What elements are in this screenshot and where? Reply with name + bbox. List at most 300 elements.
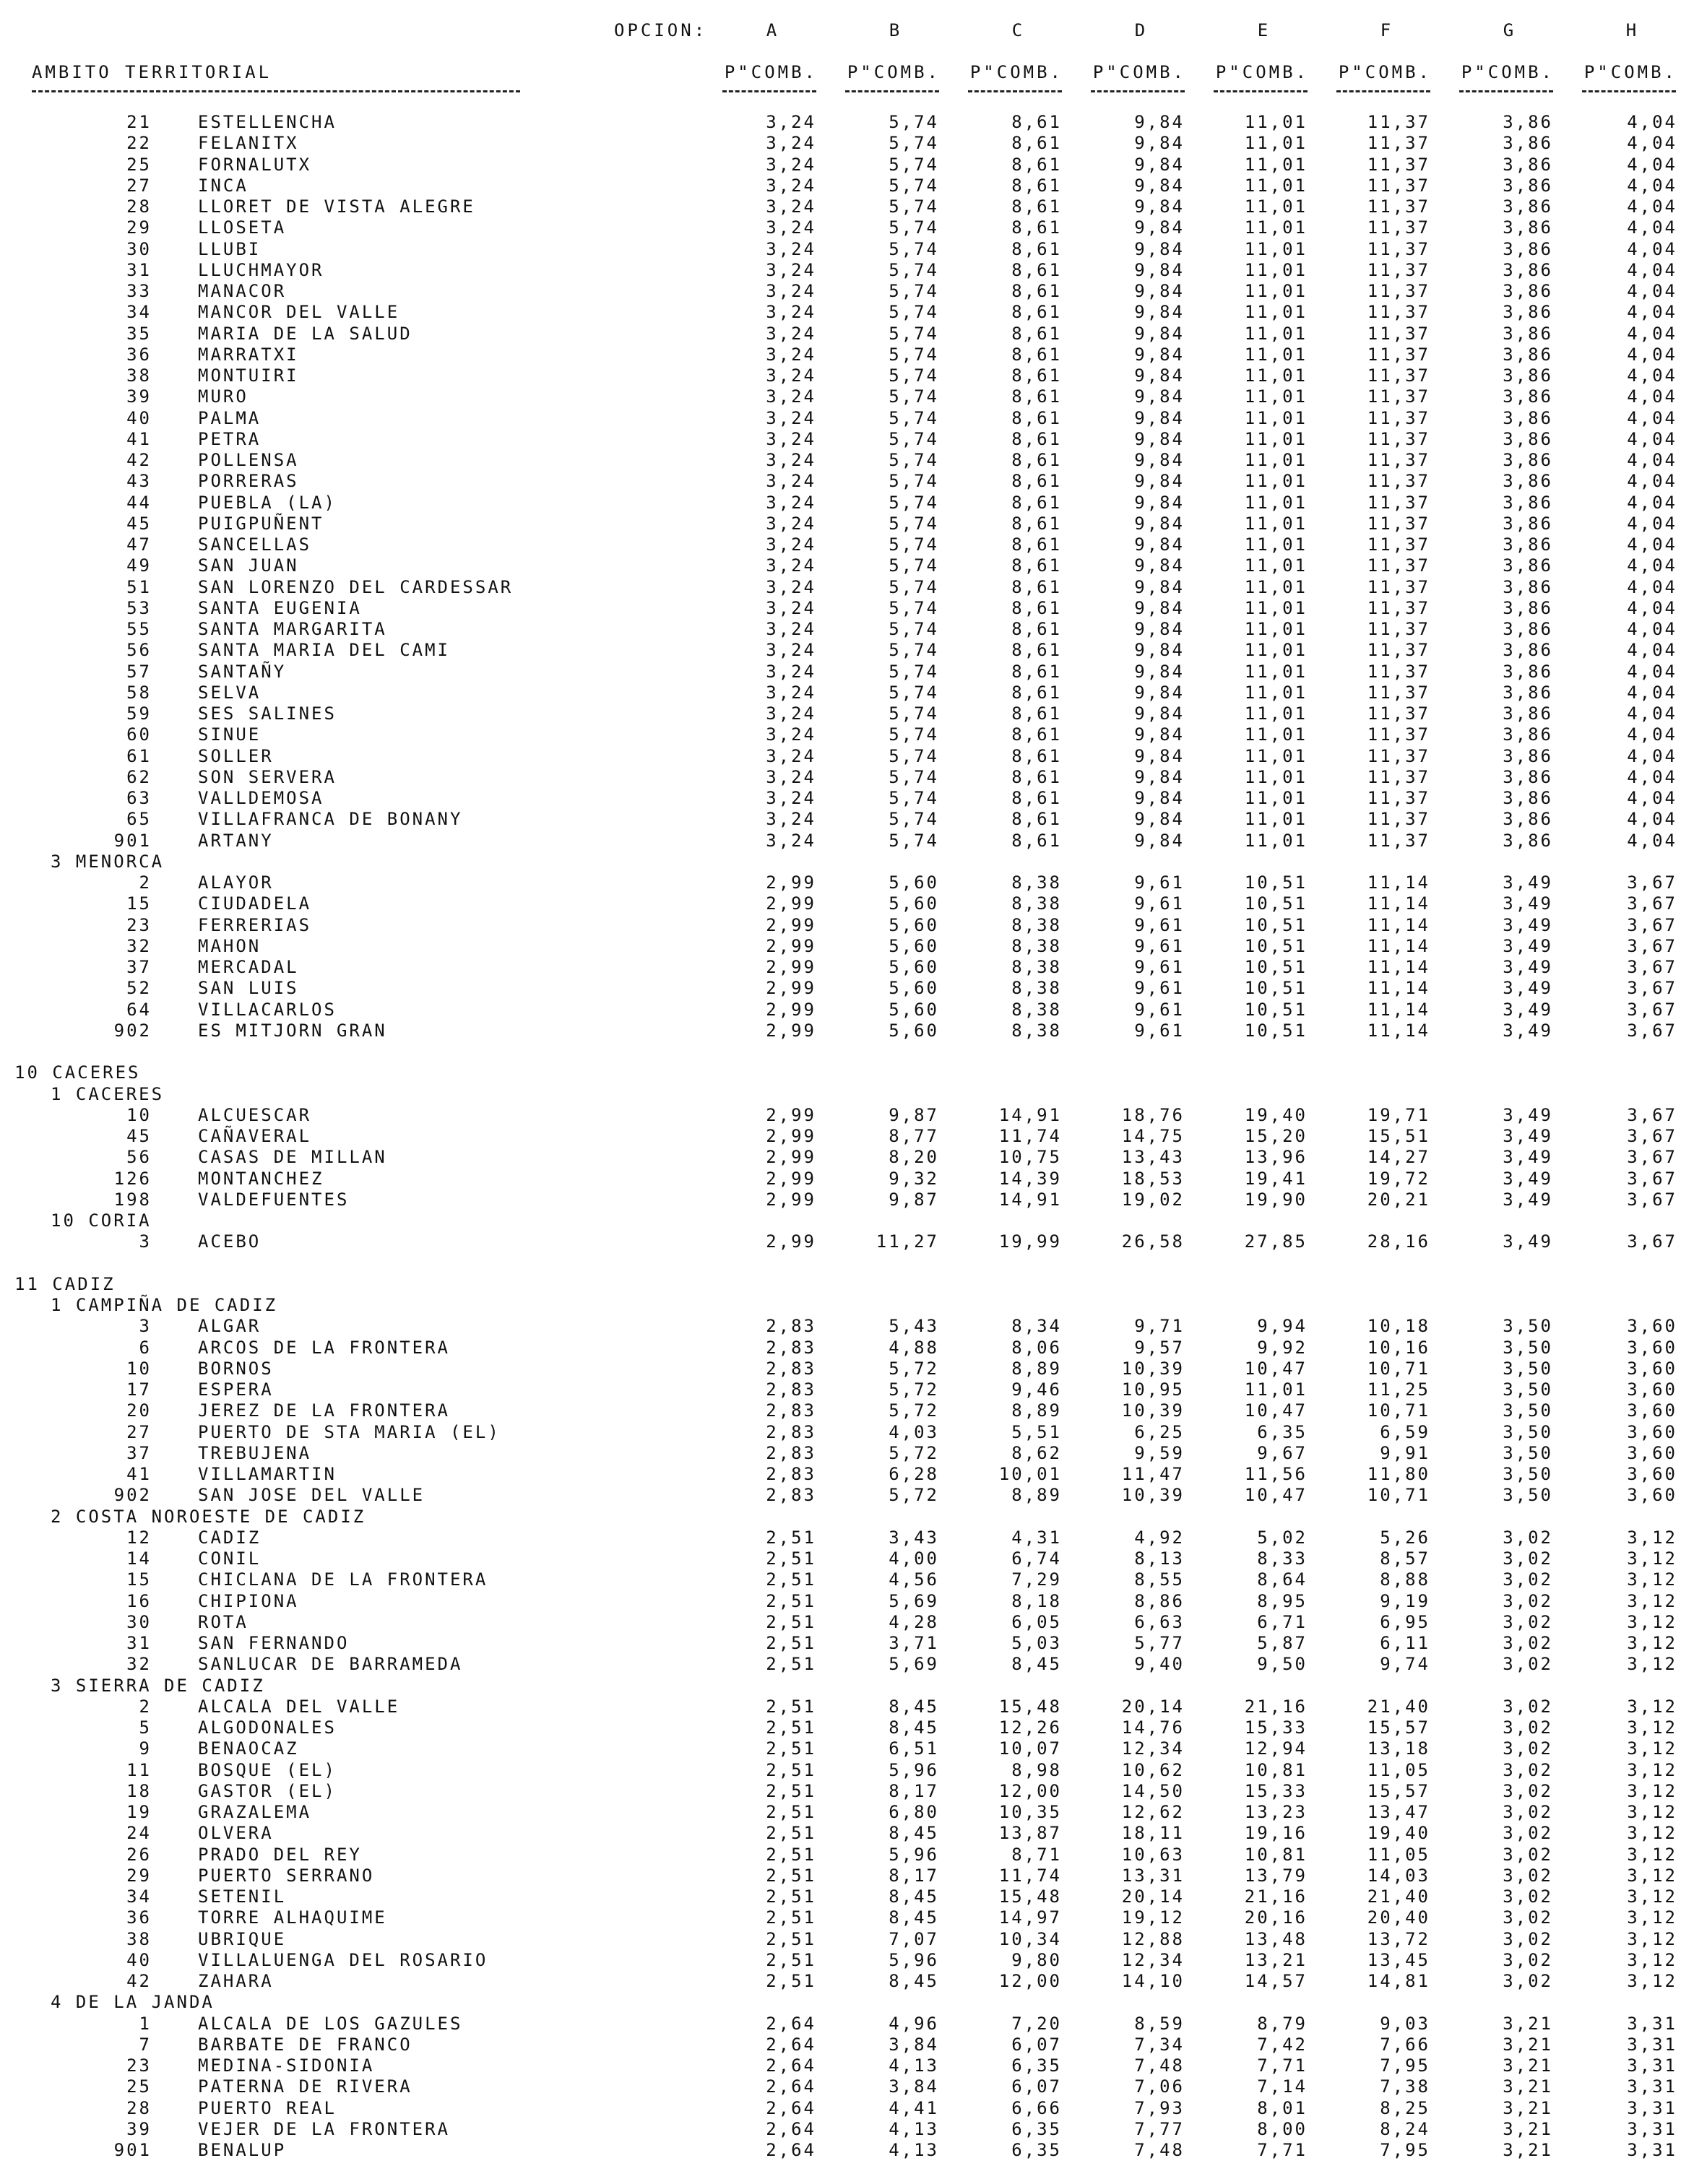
value-e: 11,01 xyxy=(1244,259,1308,280)
value-h: 4,04 xyxy=(1627,534,1677,555)
table-row xyxy=(0,133,1694,154)
value-g: 3,49 xyxy=(1503,957,1553,977)
value-b: 5,60 xyxy=(889,999,939,1020)
value-a: 2,64 xyxy=(766,2013,816,2034)
municipality-code: 38 xyxy=(126,1928,152,1949)
value-g: 3,86 xyxy=(1503,407,1553,428)
value-h: 3,31 xyxy=(1627,2013,1677,2034)
value-h: 3,60 xyxy=(1627,1464,1677,1484)
value-h: 3,67 xyxy=(1627,1231,1677,1252)
value-a: 2,83 xyxy=(766,1379,816,1400)
value-d: 9,84 xyxy=(1134,196,1185,217)
value-d: 5,77 xyxy=(1134,1633,1185,1653)
value-g: 3,86 xyxy=(1503,386,1553,407)
value-d: 6,63 xyxy=(1134,1611,1185,1632)
value-b: 8,45 xyxy=(889,1823,939,1844)
value-d: 7,06 xyxy=(1134,2076,1185,2097)
value-g: 3,86 xyxy=(1503,133,1553,154)
value-a: 2,99 xyxy=(766,978,816,999)
table-row xyxy=(0,365,1694,386)
value-g: 3,49 xyxy=(1503,935,1553,956)
value-a: 2,99 xyxy=(766,1231,816,1252)
table-row xyxy=(0,1971,1694,1992)
table-row xyxy=(0,196,1694,217)
value-c: 8,61 xyxy=(1011,766,1062,787)
value-b: 5,74 xyxy=(889,788,939,808)
municipality-code: 40 xyxy=(126,407,152,428)
municipality-name: ARTANY xyxy=(198,830,274,851)
value-h: 3,67 xyxy=(1627,978,1677,999)
value-b: 5,72 xyxy=(889,1442,939,1463)
municipality-name: MANACOR xyxy=(198,281,287,301)
value-b: 6,28 xyxy=(889,1464,939,1484)
value-c: 12,00 xyxy=(998,1971,1062,1991)
value-h: 4,04 xyxy=(1627,830,1677,851)
municipality-code: 33 xyxy=(126,281,152,301)
value-a: 2,83 xyxy=(766,1358,816,1379)
value-c: 8,61 xyxy=(1011,238,1062,259)
value-h: 3,67 xyxy=(1627,1168,1677,1189)
municipality-name: SANTA EUGENIA xyxy=(198,597,362,618)
value-b: 4,00 xyxy=(889,1548,939,1569)
table-row xyxy=(0,386,1694,407)
municipality-name: SES SALINES xyxy=(198,703,337,724)
value-c: 8,61 xyxy=(1011,682,1062,703)
value-a: 3,24 xyxy=(766,766,816,787)
municipality-name: VILLAFRANCA DE BONANY xyxy=(198,809,463,830)
value-h: 3,67 xyxy=(1627,1147,1677,1168)
municipality-name: ESTELLENCHA xyxy=(198,112,337,132)
value-c: 8,38 xyxy=(1011,1020,1062,1041)
table-row xyxy=(0,1907,1694,1928)
value-c: 8,61 xyxy=(1011,513,1062,534)
value-b: 4,56 xyxy=(889,1569,939,1590)
municipality-name: SON SERVERA xyxy=(198,766,337,787)
value-e: 11,01 xyxy=(1244,513,1308,534)
value-c: 14,39 xyxy=(998,1168,1062,1189)
value-f: 11,37 xyxy=(1367,766,1430,787)
value-d: 9,40 xyxy=(1134,1654,1185,1675)
value-f: 11,37 xyxy=(1367,112,1430,132)
value-f: 11,37 xyxy=(1367,724,1430,745)
municipality-code: 41 xyxy=(126,1464,152,1484)
value-e: 11,01 xyxy=(1244,386,1308,407)
value-a: 2,51 xyxy=(766,1844,816,1865)
value-a: 3,24 xyxy=(766,640,816,661)
value-f: 11,37 xyxy=(1367,407,1430,428)
municipality-code: 65 xyxy=(126,809,152,830)
value-g: 3,86 xyxy=(1503,513,1553,534)
municipality-code: 34 xyxy=(126,302,152,323)
table-row xyxy=(0,1358,1694,1379)
value-a: 3,24 xyxy=(766,238,816,259)
zone-heading xyxy=(0,1992,1694,2013)
value-b: 7,07 xyxy=(889,1928,939,1949)
value-g: 3,86 xyxy=(1503,302,1553,323)
value-b: 5,74 xyxy=(889,640,939,661)
value-b: 5,74 xyxy=(889,513,939,534)
value-b: 5,60 xyxy=(889,978,939,999)
value-b: 5,74 xyxy=(889,766,939,787)
municipality-name: MURO xyxy=(198,386,249,407)
col-header-b: P"COMB. xyxy=(847,62,941,82)
municipality-code: 19 xyxy=(126,1802,152,1822)
value-e: 11,01 xyxy=(1244,281,1308,301)
table-row xyxy=(0,746,1694,767)
value-b: 5,74 xyxy=(889,703,939,724)
municipality-name: SANTA MARGARITA xyxy=(198,619,387,639)
value-e: 15,20 xyxy=(1244,1126,1308,1146)
value-a: 2,99 xyxy=(766,1147,816,1168)
value-d: 9,84 xyxy=(1134,682,1185,703)
municipality-code: 57 xyxy=(126,661,152,682)
value-d: 14,10 xyxy=(1121,1971,1185,1991)
value-c: 8,61 xyxy=(1011,259,1062,280)
municipality-code: 61 xyxy=(126,745,152,766)
value-g: 3,49 xyxy=(1503,1147,1553,1168)
value-c: 8,61 xyxy=(1011,450,1062,470)
zone-title: 2 COSTA NOROESTE DE CADIZ xyxy=(51,1506,366,1527)
value-c: 8,38 xyxy=(1011,957,1062,977)
value-b: 5,74 xyxy=(889,344,939,365)
municipality-name: VEJER DE LA FRONTERA xyxy=(198,2118,450,2139)
table-row xyxy=(0,1464,1694,1485)
value-e: 8,95 xyxy=(1257,1590,1308,1611)
value-e: 10,51 xyxy=(1244,872,1308,893)
table-row xyxy=(0,514,1694,534)
value-h: 3,67 xyxy=(1627,872,1677,893)
municipality-code: 20 xyxy=(126,1400,152,1421)
value-d: 9,61 xyxy=(1134,1020,1185,1041)
value-h: 3,31 xyxy=(1627,2055,1677,2076)
value-a: 2,51 xyxy=(766,1949,816,1970)
value-f: 13,72 xyxy=(1367,1928,1430,1949)
value-h: 4,04 xyxy=(1627,640,1677,661)
value-h: 4,04 xyxy=(1627,154,1677,175)
value-e: 27,85 xyxy=(1244,1231,1308,1252)
value-f: 11,37 xyxy=(1367,640,1430,661)
value-g: 3,50 xyxy=(1503,1316,1553,1337)
value-f: 11,25 xyxy=(1367,1379,1430,1400)
value-d: 9,57 xyxy=(1134,1337,1185,1358)
value-e: 13,23 xyxy=(1244,1802,1308,1822)
municipality-name: ZAHARA xyxy=(198,1971,274,1991)
value-e: 11,01 xyxy=(1244,682,1308,703)
value-g: 3,49 xyxy=(1503,1020,1553,1041)
value-b: 8,17 xyxy=(889,1780,939,1801)
value-h: 3,12 xyxy=(1627,1823,1677,1844)
municipality-code: 21 xyxy=(126,112,152,132)
zone-title: 10 CORIA xyxy=(51,1210,152,1231)
province-title: 11 CADIZ xyxy=(14,1273,116,1294)
value-h: 3,67 xyxy=(1627,1126,1677,1146)
municipality-name: SAN FERNANDO xyxy=(198,1633,350,1653)
value-a: 3,24 xyxy=(766,112,816,132)
value-a: 3,24 xyxy=(766,555,816,576)
value-e: 8,01 xyxy=(1257,2097,1308,2118)
value-b: 5,74 xyxy=(889,661,939,682)
value-d: 12,62 xyxy=(1121,1802,1185,1822)
municipality-code: 7 xyxy=(139,2034,152,2055)
municipality-code: 60 xyxy=(126,724,152,745)
col-underline-a xyxy=(722,90,816,92)
value-b: 5,74 xyxy=(889,597,939,618)
value-a: 2,83 xyxy=(766,1485,816,1506)
value-f: 19,72 xyxy=(1367,1168,1430,1189)
value-f: 11,37 xyxy=(1367,471,1430,492)
value-h: 3,31 xyxy=(1627,2034,1677,2055)
blank-row xyxy=(0,1041,1694,1062)
value-c: 8,61 xyxy=(1011,830,1062,851)
value-a: 3,24 xyxy=(766,724,816,745)
value-h: 4,04 xyxy=(1627,365,1677,386)
table-row xyxy=(0,978,1694,999)
value-e: 5,87 xyxy=(1257,1633,1308,1653)
municipality-code: 40 xyxy=(126,1949,152,1970)
value-g: 3,86 xyxy=(1503,830,1553,851)
value-f: 19,71 xyxy=(1367,1104,1430,1125)
value-g: 3,86 xyxy=(1503,724,1553,745)
zone-heading xyxy=(0,852,1694,872)
value-g: 3,86 xyxy=(1503,154,1553,175)
value-a: 2,51 xyxy=(766,1886,816,1907)
value-h: 3,31 xyxy=(1627,2076,1677,2097)
value-e: 21,16 xyxy=(1244,1696,1308,1717)
municipality-code: 10 xyxy=(126,1358,152,1379)
value-b: 5,60 xyxy=(889,914,939,935)
value-g: 3,21 xyxy=(1503,2097,1553,2118)
zone-heading xyxy=(0,1676,1694,1696)
value-a: 2,51 xyxy=(766,1590,816,1611)
value-c: 12,00 xyxy=(998,1780,1062,1801)
value-e: 7,14 xyxy=(1257,2076,1308,2097)
municipality-code: 29 xyxy=(126,217,152,238)
value-f: 11,14 xyxy=(1367,872,1430,893)
value-g: 3,02 xyxy=(1503,1971,1553,1991)
zone-heading xyxy=(0,1210,1694,1231)
table-row xyxy=(0,281,1694,302)
municipality-code: 53 xyxy=(126,597,152,618)
municipality-code: 27 xyxy=(126,175,152,196)
table-row xyxy=(0,1845,1694,1866)
option-d-label: D xyxy=(1134,20,1149,40)
value-d: 9,84 xyxy=(1134,809,1185,830)
value-e: 11,01 xyxy=(1244,640,1308,661)
municipality-code: 6 xyxy=(139,1337,152,1358)
value-e: 10,51 xyxy=(1244,957,1308,977)
value-d: 9,84 xyxy=(1134,703,1185,724)
municipality-name: SELVA xyxy=(198,682,262,703)
value-d: 12,34 xyxy=(1121,1949,1185,1970)
value-a: 3,24 xyxy=(766,323,816,344)
value-f: 11,05 xyxy=(1367,1759,1430,1780)
table-row xyxy=(0,662,1694,682)
value-b: 5,74 xyxy=(889,407,939,428)
value-f: 11,37 xyxy=(1367,386,1430,407)
municipality-name: ARCOS DE LA FRONTERA xyxy=(198,1337,450,1358)
value-e: 10,81 xyxy=(1244,1759,1308,1780)
value-c: 8,38 xyxy=(1011,914,1062,935)
value-g: 3,50 xyxy=(1503,1485,1553,1506)
value-f: 14,81 xyxy=(1367,1971,1430,1991)
value-b: 8,45 xyxy=(889,1971,939,1991)
value-a: 2,51 xyxy=(766,1865,816,1886)
municipality-code: 1 xyxy=(139,2013,152,2034)
value-f: 8,25 xyxy=(1380,2097,1430,2118)
municipality-code: 31 xyxy=(126,259,152,280)
value-f: 11,37 xyxy=(1367,534,1430,555)
value-e: 10,47 xyxy=(1244,1485,1308,1506)
province-heading xyxy=(0,1274,1694,1295)
value-b: 9,87 xyxy=(889,1189,939,1210)
value-a: 3,24 xyxy=(766,471,816,492)
municipality-name: SANCELLAS xyxy=(198,534,312,555)
value-e: 10,51 xyxy=(1244,914,1308,935)
municipality-name: UBRIQUE xyxy=(198,1928,287,1949)
value-d: 8,13 xyxy=(1134,1548,1185,1569)
value-e: 11,01 xyxy=(1244,809,1308,830)
value-d: 10,39 xyxy=(1121,1400,1185,1421)
table-row xyxy=(0,957,1694,978)
value-b: 5,74 xyxy=(889,175,939,196)
municipality-name: PRADO DEL REY xyxy=(198,1844,362,1865)
municipality-code: 10 xyxy=(126,1104,152,1125)
value-c: 11,74 xyxy=(998,1865,1062,1886)
municipality-code: 31 xyxy=(126,1633,152,1653)
value-e: 10,47 xyxy=(1244,1358,1308,1379)
value-c: 9,80 xyxy=(1011,1949,1062,1970)
value-c: 8,34 xyxy=(1011,1316,1062,1337)
municipality-code: 39 xyxy=(126,386,152,407)
value-a: 2,99 xyxy=(766,914,816,935)
value-a: 2,64 xyxy=(766,2140,816,2160)
table-row xyxy=(0,1886,1694,1907)
value-d: 10,63 xyxy=(1121,1844,1185,1865)
value-g: 3,02 xyxy=(1503,1738,1553,1759)
value-c: 8,61 xyxy=(1011,112,1062,132)
value-e: 11,01 xyxy=(1244,597,1308,618)
value-h: 3,12 xyxy=(1627,1696,1677,1717)
value-h: 4,04 xyxy=(1627,323,1677,344)
value-c: 6,66 xyxy=(1011,2097,1062,2118)
value-h: 3,12 xyxy=(1627,1654,1677,1675)
value-g: 3,86 xyxy=(1503,682,1553,703)
municipality-code: 32 xyxy=(126,935,152,956)
value-c: 8,38 xyxy=(1011,999,1062,1020)
value-e: 10,51 xyxy=(1244,893,1308,914)
value-e: 7,71 xyxy=(1257,2055,1308,2076)
municipality-code: 16 xyxy=(126,1590,152,1611)
table-row xyxy=(0,788,1694,809)
value-h: 3,67 xyxy=(1627,914,1677,935)
value-f: 20,21 xyxy=(1367,1189,1430,1210)
municipality-name: OLVERA xyxy=(198,1823,274,1844)
value-a: 3,24 xyxy=(766,830,816,851)
value-d: 9,61 xyxy=(1134,893,1185,914)
value-d: 10,39 xyxy=(1121,1358,1185,1379)
value-c: 8,38 xyxy=(1011,935,1062,956)
municipality-name: INCA xyxy=(198,175,249,196)
value-g: 3,86 xyxy=(1503,788,1553,808)
value-f: 11,37 xyxy=(1367,492,1430,513)
value-c: 13,87 xyxy=(998,1823,1062,1844)
value-h: 4,04 xyxy=(1627,492,1677,513)
value-b: 5,60 xyxy=(889,1020,939,1041)
value-a: 3,24 xyxy=(766,682,816,703)
table-row xyxy=(0,2034,1694,2055)
municipality-code: 32 xyxy=(126,1654,152,1675)
province-title: 10 CACERES xyxy=(14,1062,141,1083)
value-e: 10,51 xyxy=(1244,999,1308,1020)
value-c: 8,18 xyxy=(1011,1590,1062,1611)
value-a: 2,99 xyxy=(766,1020,816,1041)
value-a: 3,24 xyxy=(766,513,816,534)
value-g: 3,49 xyxy=(1503,1104,1553,1125)
value-b: 5,60 xyxy=(889,872,939,893)
value-f: 11,05 xyxy=(1367,1844,1430,1865)
value-c: 8,61 xyxy=(1011,619,1062,639)
value-b: 8,17 xyxy=(889,1865,939,1886)
value-e: 10,51 xyxy=(1244,978,1308,999)
value-e: 11,01 xyxy=(1244,238,1308,259)
value-f: 8,57 xyxy=(1380,1548,1430,1569)
zone-title: 4 DE LA JANDA xyxy=(51,1992,215,2013)
value-d: 9,84 xyxy=(1134,471,1185,492)
zone-title: 3 SIERRA DE CADIZ xyxy=(51,1675,265,1696)
value-a: 2,83 xyxy=(766,1421,816,1442)
value-f: 9,74 xyxy=(1380,1654,1430,1675)
table-row xyxy=(0,1000,1694,1020)
column-header-row xyxy=(0,62,1694,83)
table-row xyxy=(0,1654,1694,1675)
municipality-name: JEREZ DE LA FRONTERA xyxy=(198,1400,450,1421)
value-d: 9,61 xyxy=(1134,872,1185,893)
value-g: 3,02 xyxy=(1503,1611,1553,1632)
value-d: 9,84 xyxy=(1134,513,1185,534)
value-d: 8,59 xyxy=(1134,2013,1185,2034)
value-f: 11,37 xyxy=(1367,513,1430,534)
value-a: 2,51 xyxy=(766,1696,816,1717)
value-e: 11,01 xyxy=(1244,450,1308,470)
value-f: 7,66 xyxy=(1380,2034,1430,2055)
value-e: 9,94 xyxy=(1257,1316,1308,1337)
value-g: 3,86 xyxy=(1503,428,1553,449)
value-a: 2,64 xyxy=(766,2118,816,2139)
table-row xyxy=(0,2119,1694,2140)
municipality-name: MAHON xyxy=(198,935,262,956)
value-h: 3,12 xyxy=(1627,1780,1677,1801)
value-e: 11,01 xyxy=(1244,619,1308,639)
option-a-label: A xyxy=(766,20,780,40)
value-b: 3,84 xyxy=(889,2034,939,2055)
value-e: 20,16 xyxy=(1244,1907,1308,1928)
municipality-code: 25 xyxy=(126,154,152,175)
value-b: 5,74 xyxy=(889,259,939,280)
value-g: 3,49 xyxy=(1503,999,1553,1020)
zone-title: 1 CAMPIÑA DE CADIZ xyxy=(51,1295,278,1315)
municipality-name: SOLLER xyxy=(198,745,274,766)
value-b: 5,96 xyxy=(889,1949,939,1970)
municipality-code: 15 xyxy=(126,893,152,914)
value-d: 9,84 xyxy=(1134,302,1185,323)
municipality-name: LLUCHMAYOR xyxy=(198,259,324,280)
value-d: 7,48 xyxy=(1134,2055,1185,2076)
table-row xyxy=(0,1105,1694,1126)
value-b: 5,74 xyxy=(889,724,939,745)
value-e: 11,01 xyxy=(1244,112,1308,132)
ambito-underline xyxy=(32,90,520,92)
value-b: 3,84 xyxy=(889,2076,939,2097)
